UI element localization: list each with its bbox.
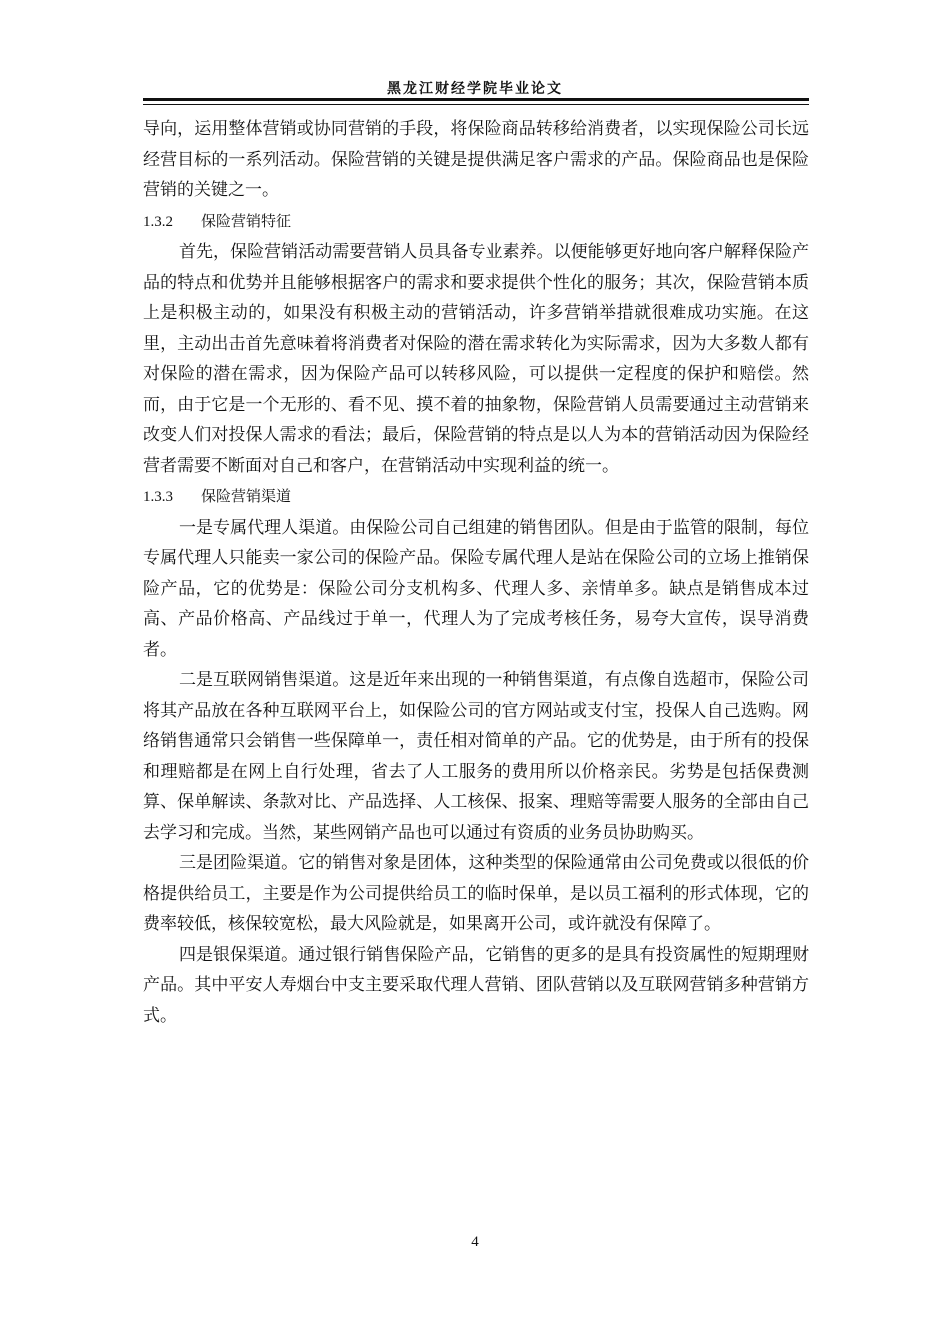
section-number: 1.3.3: [143, 489, 173, 505]
header-rule-thin: [143, 104, 809, 105]
paragraph-channel-internet: 二是互联网销售渠道。这是近年来出现的一种销售渠道，有点像自选超市，保险公司将其产品放在各种互联网平台上，如保险公司的官方网站或支付宝，投保人自己选购。网络销售通常只会销售一些保障单一，责任相对简单的产品。它的优势是，由于所有的投保和理赔都是在网上自行处理，省去了人工服务的费用所以价格亲民。劣势是包括保费测算、保单解读、条款对比、产品选择、人工核保、报案、理赔等需要人服务的全部由自己去学习和完成。当然，某些网销产品也可以通过有资质的业务员协助购买。: [143, 670, 809, 843]
paragraph-features: 首先，保险营销活动需要营销人员具备专业素养。以便能够更好地向客户解释保险产品的特点和优势并且能够根据客户的需求和要求提供个性化的服务；其次，保险营销本质上是积极主动的，如果没有积极主动的营销活动，许多营销举措就很难成功实施。在这里，主动出击首先意味着将消费者对保险的潜在需求转化为实际需求，因为大多数人都有对保险的潜在需求，因为保险产品可以转移风险，可以提供一定程度的保护和赔偿。然而，由于它是一个无形的、看不见、摸不着的抽象物，保险营销人员需要通过主动营销来改变人们对投保人需求的看法；最后，保险营销的特点是以人为本的营销活动因为保险经营者需要不断面对自己和客户，在营销活动中实现利益的统一。: [143, 242, 809, 476]
section-heading-1-3-3: [143, 481, 809, 513]
paragraph-channel-group: 三是团险渠道。它的销售对象是团体，这种类型的保险通常由公司免费或以很低的价格提供给员工，主要是作为公司提供给员工的临时保单，是以员工福利的形式体现，它的费率较低，核保较宽松，最大风险就是，如果离开公司，或许就没有保障了。: [143, 853, 809, 934]
paragraph-continuation: 导向，运用整体营销或协同营销的手段，将保险商品转移给消费者，以实现保险公司长远经营目标的一系列活动。保险营销的关键是提供满足客户需求的产品。保险商品也是保险营销的关键之一。: [143, 119, 809, 200]
section-title: 保险营销渠道: [201, 487, 292, 505]
section-number: 1.3.2: [143, 213, 173, 230]
body-text: [143, 114, 809, 1031]
paragraph-channel-agent: 一是专属代理人渠道。由保险公司自己组建的销售团队。但是由于监管的限制，每位专属代理人只能卖一家公司的保险产品。保险专属代理人是站在保险公司的立场上推销保险产品，它的优势是：保险公司分支机构多、代理人多、亲情单多。缺点是销售成本过高、产品价格高、产品线过于单一，代理人为了完成考核任务，易夸大宣传，误导消费者。: [143, 517, 809, 660]
section-title: 保险营销特征: [201, 211, 292, 230]
page-number: 4: [471, 1234, 479, 1250]
header-rule-thick: [143, 98, 809, 101]
section-heading-1-3-2: [143, 206, 809, 238]
running-header-title: 黑龙江财经学院毕业论文: [387, 81, 563, 97]
paragraph-channel-bank: 四是银保渠道。通过银行销售保险产品，它销售的更多的是具有投资属性的短期理财产品。其中平安人寿烟台中支主要采取代理人营销、团队营销以及互联网营销多种营销方式。: [143, 944, 809, 1026]
